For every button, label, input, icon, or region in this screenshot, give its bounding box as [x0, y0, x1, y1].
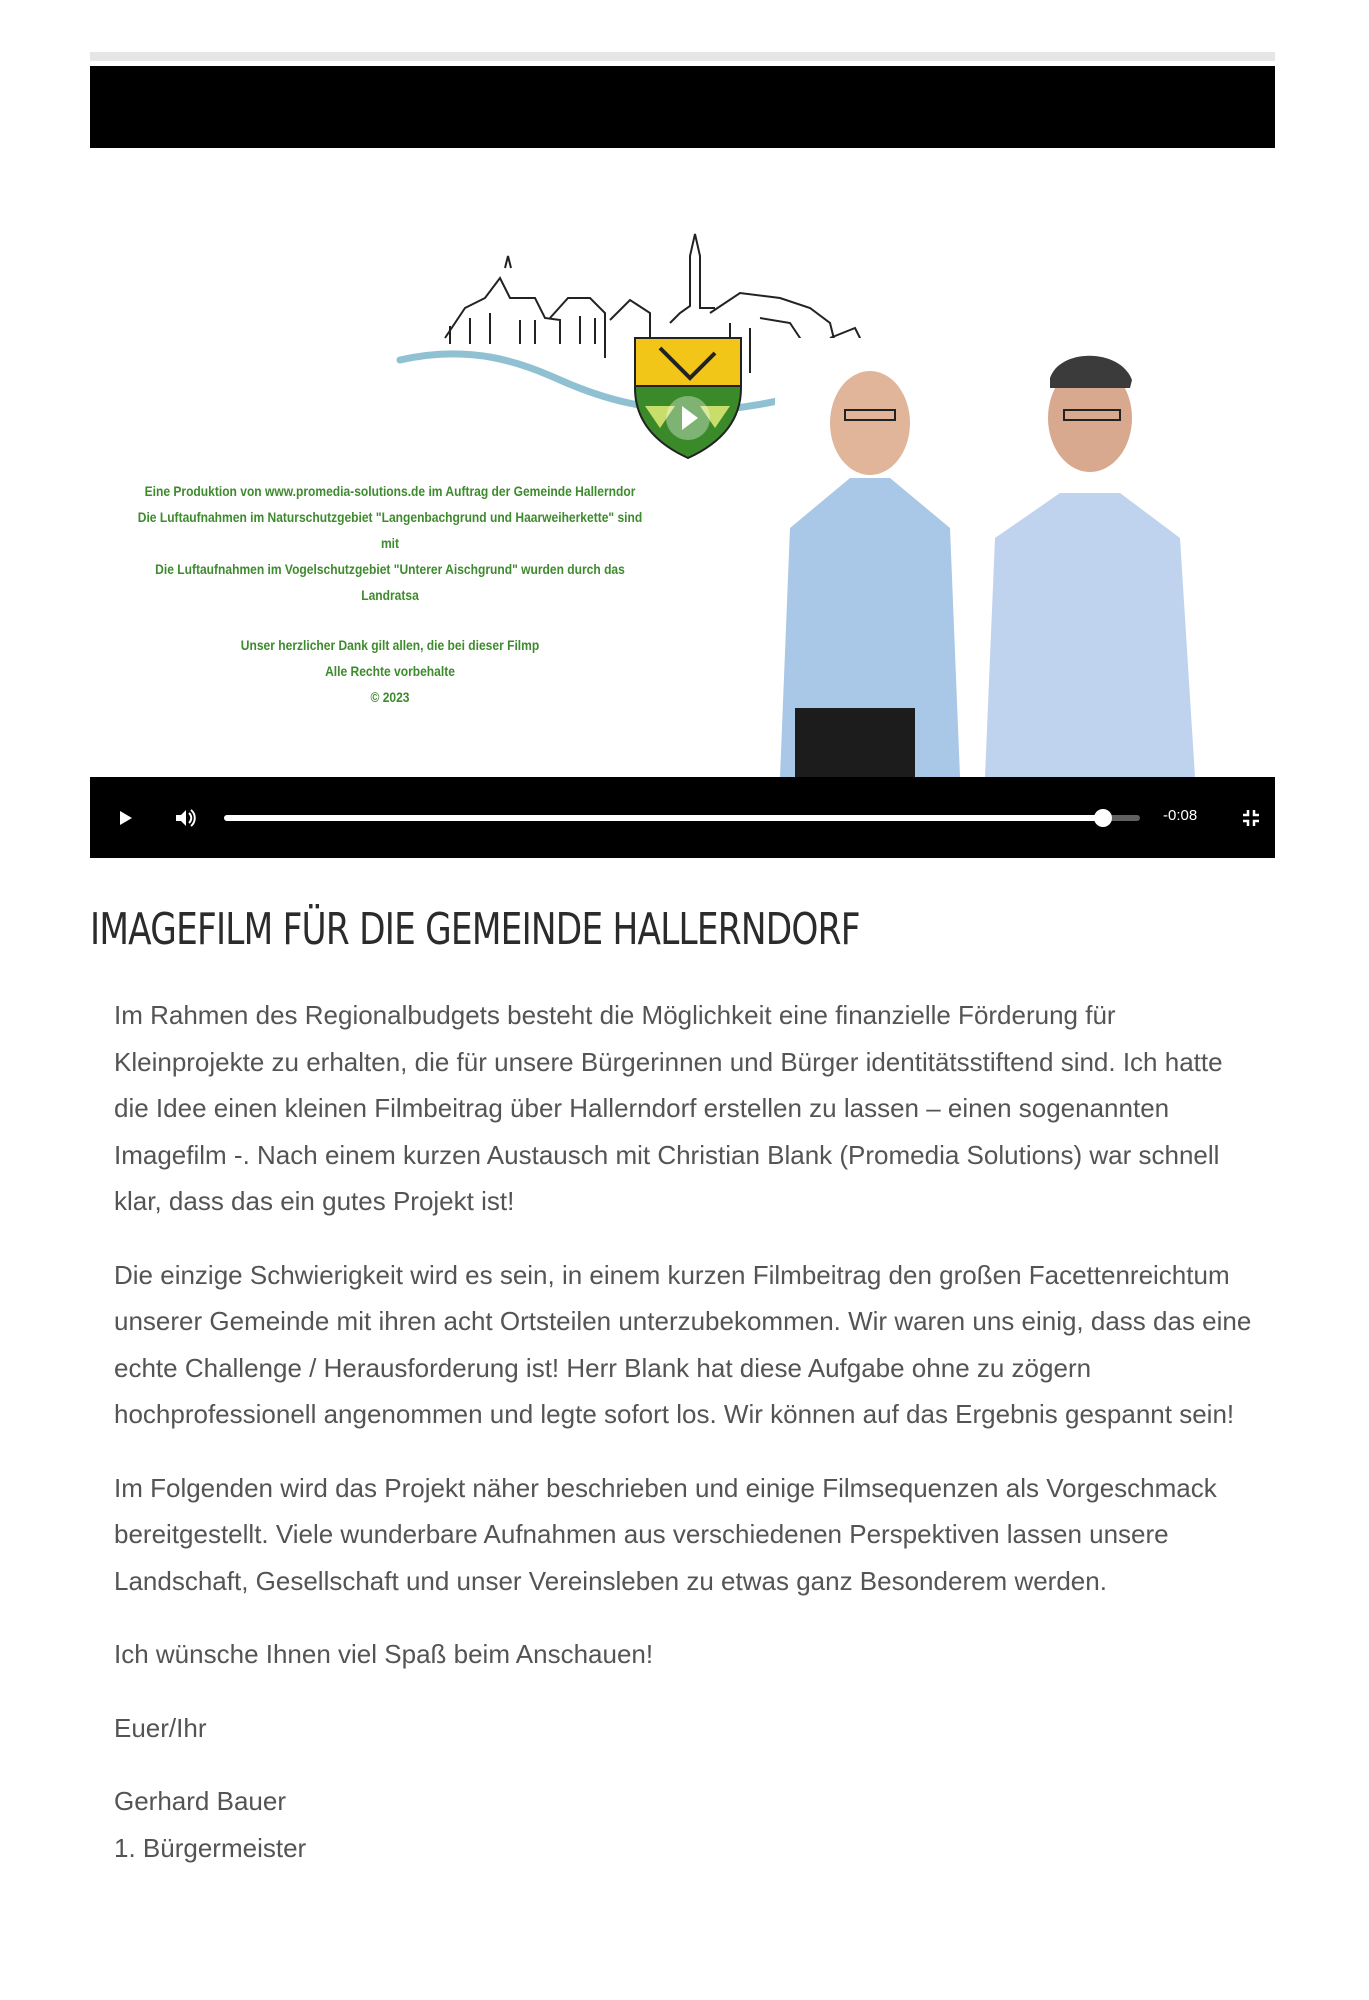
volume-icon	[170, 803, 200, 833]
fullscreen-button[interactable]	[1236, 803, 1266, 833]
credit-line: Unser herzlicher Dank gilt allen, die bei dieser Filmp	[240, 637, 540, 653]
article-body	[114, 992, 1264, 1871]
seek-handle[interactable]	[1094, 809, 1112, 827]
video-player[interactable]	[90, 66, 1275, 858]
video-credits	[132, 478, 648, 710]
credit-line: Alle Rechte vorbehalte	[325, 663, 455, 679]
top-divider	[90, 52, 1275, 61]
paragraph: Ich wünsche Ihnen viel Spaß beim Anschauen!	[114, 1639, 654, 1669]
paragraph: Im Folgenden wird das Projekt näher beschrieben und einige Filmsequenzen als Vorgeschmack bereitgestellt. Viele wunderbare Aufnahmen aus verschiedenen Perspektiven lassen unsere Landschaft, Gesellschaft und unser Vereinsleben zu etwas ganz Besonderem werden.	[114, 1472, 1217, 1596]
coat-of-arms	[635, 338, 741, 458]
paragraph: Die einzige Schwierigkeit wird es sein, in einem kurzen Filmbeitrag den großen Facettenreichtum unserer Gemeinde mit ihren acht Ortsteilen unterzubekommen. Wir waren uns einig, dass das eine echte Challenge / Herausforderung ist! Herr Blank hat diese Aufgabe ohne zu zögern hochprofessionell angenommen und legte sofort los. Wir können auf das Ergebnis gespannt sein!	[114, 1259, 1252, 1429]
signature-name: Gerhard Bauer	[114, 1786, 286, 1816]
volume-button[interactable]	[170, 803, 200, 833]
video-controls	[90, 777, 1275, 858]
people-photo	[775, 338, 1275, 777]
credit-line: Die Luftaufnahmen im Vogelschutzgebiet "Unterer Aischgrund" wurden durch das Landratsa	[155, 561, 625, 603]
paragraph: Im Rahmen des Regionalbudgets besteht die Möglichkeit eine finanzielle Förderung für Kleinprojekte zu erhalten, die für unsere Bürgerinnen und Bürger identitätsstiftend sind. Ich hatte die Idee einen kleinen Filmbeitrag über Hallerndorf erstellen zu lassen – einen sogenannten Imagefilm -. Nach einem kurzen Austausch mit Christian Blank (Promedia Solutions) war schnell klar, dass das ein gutes Projekt ist!	[114, 1000, 1223, 1216]
seek-progress	[224, 815, 1103, 821]
exit-fullscreen-icon	[1236, 803, 1266, 833]
signature-role: 1. Bürgermeister	[114, 1832, 307, 1863]
credit-line: Die Luftaufnahmen im Naturschutzgebiet "Langenbachgrund und Haarweiherkette" sind mit	[137, 509, 643, 551]
play-button[interactable]	[110, 803, 140, 833]
video-frame[interactable]	[90, 148, 1275, 777]
credit-line: © 2023	[370, 689, 410, 705]
page-title: IMAGEFILM FÜR DIE GEMEINDE HALLERNDORF	[90, 904, 860, 955]
paragraph: Euer/Ihr	[114, 1712, 207, 1743]
credit-line: Eine Produktion von www.promedia-solutions.de im Auftrag der Gemeinde Hallerndor	[144, 483, 636, 499]
time-remaining: -0:08	[1163, 807, 1198, 824]
play-icon	[110, 803, 140, 833]
seek-bar[interactable]	[224, 815, 1140, 821]
